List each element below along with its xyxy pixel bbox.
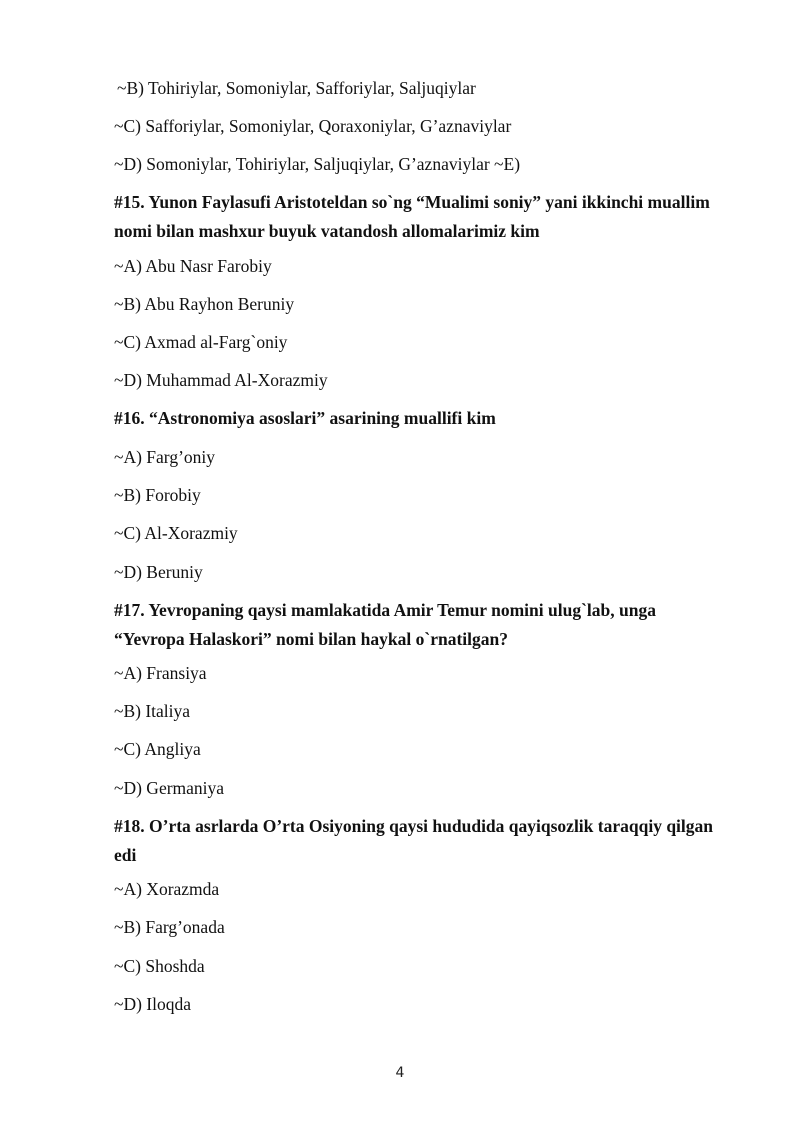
option-line: ~D) Beruniy — [114, 562, 203, 582]
option-line: ~D) Germaniya — [114, 778, 225, 798]
option-line: ~D) Muhammad Al-Xorazmiy — [114, 370, 328, 390]
option-line: ~D) Iloqda — [114, 994, 192, 1014]
option-line: ~B) Forobiy — [114, 485, 201, 505]
question-heading: #16. “Astronomiya asoslari” asarining muallifi kim — [114, 408, 496, 428]
question-heading: #15. Yunon Faylasufi Aristoteldan so`ng “Mualimi soniy” yani ikkinchi muallim nomi bilan mashxur buyuk vatandosh allomalarimiz kim — [114, 192, 710, 241]
option-line: ~D) Somoniylar, Tohiriylar, Saljuqiylar, G’aznaviylar ~E) — [114, 154, 521, 174]
option-line: ~C) Shoshda — [114, 956, 205, 976]
option-line: ~B) Abu Rayhon Beruniy — [114, 294, 295, 314]
option-line: ~C) Safforiylar, Somoniylar, Qoraxoniylar, G’aznaviylar — [114, 116, 512, 136]
page-number: 4 — [395, 1065, 405, 1081]
option-line: ~C) Axmad al-Farg`oniy — [114, 332, 288, 352]
option-line: ~B) Italiya — [114, 701, 191, 721]
option-line: ~B) Farg’onada — [114, 917, 225, 937]
question-heading: #18. O’rta asrlarda O’rta Osiyoning qaysi hududida qayiqsozlik taraqqiy qilgan edi — [114, 816, 714, 865]
option-line: ~A) Farg’oniy — [114, 447, 216, 467]
option-line: ~A) Abu Nasr Farobiy — [114, 256, 272, 276]
option-line: ~A) Xorazmda — [114, 879, 220, 899]
question-heading: #17. Yevropaning qaysi mamlakatida Amir Temur nomini ulug`lab, unga “Yevropa Halaskori” nomi bilan haykal o`rnatilgan? — [114, 600, 656, 649]
option-line: ~B) Tohiriylar, Somoniylar, Safforiylar, Saljuqiylar — [117, 78, 476, 98]
option-line: ~C) Angliya — [114, 739, 201, 759]
option-line: ~A) Fransiya — [114, 663, 207, 683]
option-line: ~C) Al-Xorazmiy — [114, 523, 238, 543]
